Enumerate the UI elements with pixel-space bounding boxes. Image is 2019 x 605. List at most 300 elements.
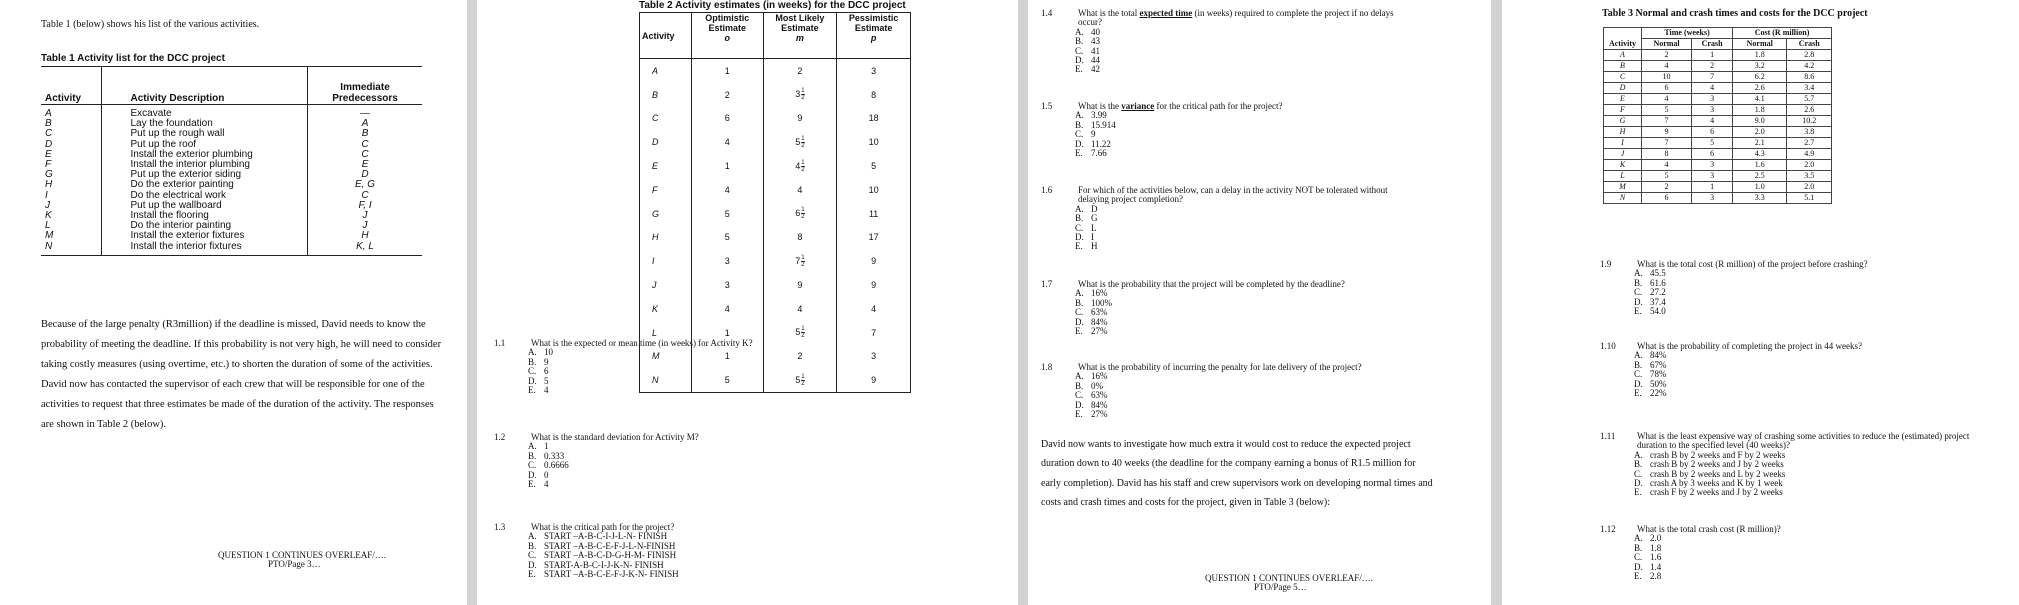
most-likely-whole: 4 — [797, 184, 803, 195]
option-text: 7.66 — [1091, 148, 1107, 158]
table3-cell-time-normal: 7 — [1642, 116, 1692, 127]
page3-footer-line1: QUESTION 1 CONTINUES OVERLEAF/…. — [1205, 573, 1373, 583]
most-likely-whole: 3 — [795, 89, 801, 100]
option-text: I — [1091, 232, 1094, 242]
answer-option[interactable] — [528, 570, 679, 579]
table2-cell-pessimistic: 9 — [837, 368, 911, 392]
answer-option[interactable] — [1075, 149, 1107, 158]
table3-cell-time-normal: 4 — [1642, 160, 1692, 171]
table3-row — [1604, 50, 1832, 61]
table3-cell-activity: F — [1604, 105, 1642, 116]
table3-row — [1604, 105, 1832, 116]
table3-cell-time-crash: 2 — [1692, 61, 1733, 72]
table1-cell-description: Install the exterior plumbing — [102, 150, 308, 160]
table2-cell-activity: L — [640, 321, 692, 345]
table2-cell-activity: M — [640, 345, 692, 369]
option-text: crash F by 2 weeks and J by 2 weeks — [1650, 487, 1783, 498]
table2-cell-most-likely — [763, 202, 837, 226]
table2-header-optimistic: Optimistic Estimate o — [692, 13, 764, 59]
table1-cell-activity: D — [45, 138, 53, 150]
table2-cell-activity: E — [640, 154, 692, 178]
table3-cell-activity: L — [1604, 171, 1642, 182]
table1-cell-activity: K — [45, 210, 52, 222]
table1-cell-activity: B — [45, 118, 52, 130]
option-letter: B. — [528, 540, 537, 551]
page1-footer-line1: QUESTION 1 CONTINUES OVERLEAF/…. — [218, 550, 386, 560]
option-text: 78% — [1650, 369, 1667, 380]
question-text: What is the expected or mean time (in weeks) for Activity K? — [531, 338, 753, 348]
option-letter: D. — [1634, 561, 1643, 572]
table1-cell-description: Put up the exterior siding — [102, 170, 308, 180]
option-letter: B. — [528, 356, 537, 367]
page3-footer-line2: PTO/Page 5… — [1254, 582, 1307, 592]
question-text: What is the total cost (R million) of the project before crashing? — [1637, 259, 1868, 269]
option-letter: B. — [1634, 542, 1643, 553]
table3-cell-time-crash: 1 — [1692, 182, 1733, 193]
table3-cell-cost-normal: 3.2 — [1733, 61, 1787, 72]
page1-footer-line2: PTO/Page 3… — [268, 559, 321, 569]
option-text: crash B by 2 weeks and L by 2 weeks — [1650, 468, 1786, 479]
table1-cell-predecessors: C — [308, 150, 422, 160]
table2-cell-optimistic: 6 — [692, 107, 764, 131]
question-1-10 — [1600, 342, 1980, 402]
table3-cell-time-crash: 3 — [1692, 171, 1733, 182]
option-text: 41 — [1091, 45, 1100, 56]
question-1-11 — [1600, 432, 1980, 502]
question-number: 1.5 — [1041, 101, 1053, 111]
answer-option[interactable] — [1075, 65, 1100, 74]
option-text: G — [1091, 213, 1098, 224]
table3-header-activity: Activity — [1604, 28, 1642, 50]
option-text: START –A-B-C-D-G-H-M- FINISH — [544, 550, 677, 561]
question-1-8 — [1041, 363, 1421, 423]
question-1-4 — [1041, 9, 1421, 79]
option-letter: D. — [1075, 55, 1084, 65]
table3-cell-activity: B — [1604, 61, 1642, 72]
table3-cell-time-crash: 1 — [1692, 50, 1733, 61]
table3-cell-activity: H — [1604, 127, 1642, 138]
table2-cell-pessimistic: 9 — [837, 249, 911, 273]
option-text: 67% — [1650, 359, 1667, 370]
most-likely-whole: 2 — [797, 65, 803, 76]
option-text: 5 — [544, 375, 549, 386]
question-number: 1.2 — [494, 432, 506, 442]
table3-cell-cost-normal: 4.1 — [1733, 94, 1787, 105]
table3-cell-cost-crash: 2.6 — [1787, 105, 1832, 116]
table2-cell-most-likely — [763, 83, 837, 107]
table2-cell-optimistic: 3 — [692, 249, 764, 273]
table3-header-time-normal: Normal — [1642, 39, 1692, 50]
table3-row — [1604, 160, 1832, 171]
table1-cell-predecessors: C — [308, 140, 422, 150]
option-letter: A. — [1075, 371, 1084, 382]
table1-cell-description: Install the interior fixtures — [102, 242, 308, 256]
table2-row — [640, 107, 911, 131]
option-text: crash B by 2 weeks and J by 2 weeks — [1650, 459, 1784, 470]
table3-header-cost-crash: Crash — [1787, 39, 1832, 50]
question-text: What is the probability that the project will be completed by the deadline? — [1078, 279, 1345, 289]
table3-row — [1604, 138, 1832, 149]
answer-option[interactable] — [1634, 488, 1783, 497]
most-likely-whole: 2 — [797, 351, 803, 362]
table1-row — [41, 242, 422, 256]
table3-row — [1604, 171, 1832, 182]
question-1-3 — [494, 523, 894, 583]
option-letter: D. — [528, 469, 537, 480]
option-letter: E. — [1075, 409, 1083, 419]
table2-cell-pessimistic: 7 — [837, 321, 911, 345]
option-letter: B. — [1634, 459, 1643, 470]
table2-cell-pessimistic: 3 — [837, 59, 911, 83]
option-text: 27% — [1091, 409, 1108, 419]
table3-cell-time-crash: 6 — [1692, 149, 1733, 160]
table1-cell-activity: L — [45, 220, 51, 232]
table3-row — [1604, 116, 1832, 127]
most-likely-fraction: $\frac{1}{2}$ — [801, 254, 805, 268]
table2-header-most-likely: Most Likely Estimate m — [763, 13, 837, 59]
option-letter: D. — [1634, 478, 1643, 488]
table3-row — [1604, 83, 1832, 94]
table1-cell-predecessors: J — [308, 211, 422, 221]
option-text: 42 — [1091, 64, 1100, 75]
answer-option[interactable] — [1075, 410, 1108, 419]
option-letter: E. — [1634, 487, 1642, 498]
table2-header-pessimistic: Pessimistic Estimate p — [837, 13, 911, 59]
option-letter: E. — [1634, 571, 1642, 581]
table2-title: Table 2 Activity estimates (in weeks) for the DCC project — [639, 0, 906, 11]
question-number: 1.7 — [1041, 279, 1053, 289]
table3-cell-cost-normal: 2.6 — [1733, 83, 1787, 94]
page1-intro: Table 1 (below) shows his list of the various activities. — [41, 19, 260, 30]
table2-cell-activity: H — [640, 226, 692, 250]
table3-cell-time-normal: 10 — [1642, 72, 1692, 83]
option-text: 61.6 — [1650, 277, 1666, 288]
question-text: What is the probability of incurring the penalty for late delivery of the project? — [1078, 362, 1362, 372]
table3-title: Table 3 Normal and crash times and costs for the DCC project — [1602, 8, 1868, 19]
table2-cell-activity: I — [640, 249, 692, 273]
option-text: 6 — [544, 366, 549, 377]
table3-cell-cost-normal: 1.8 — [1733, 105, 1787, 116]
option-text: 3.99 — [1091, 110, 1107, 121]
option-letter: E. — [1634, 306, 1642, 316]
table3-cell-cost-normal: 1.0 — [1733, 182, 1787, 193]
table2-row — [640, 83, 911, 107]
table2-cell-optimistic: 1 — [692, 321, 764, 345]
option-letter: B. — [1075, 119, 1084, 130]
table3-cell-cost-normal: 2.0 — [1733, 127, 1787, 138]
table3-cell-cost-normal: 2.5 — [1733, 171, 1787, 182]
option-letter: C. — [528, 550, 537, 561]
table3-body — [1604, 50, 1832, 204]
table2-cell-optimistic: 5 — [692, 368, 764, 392]
table3-cell-time-crash: 3 — [1692, 105, 1733, 116]
table2-cell-optimistic: 1 — [692, 59, 764, 83]
table3-cell-time-normal: 9 — [1642, 127, 1692, 138]
option-letter: B. — [1075, 36, 1084, 47]
option-letter: C. — [528, 366, 537, 377]
option-text: 22% — [1650, 388, 1667, 398]
table3-cell-cost-crash: 10.2 — [1787, 116, 1832, 127]
option-text: H — [1091, 241, 1098, 252]
table1-cell-activity: M — [45, 230, 54, 242]
most-likely-whole: 9 — [797, 280, 803, 291]
option-letter: A. — [1634, 350, 1643, 361]
option-text: 2.8 — [1650, 571, 1662, 581]
table2-cell-pessimistic: 17 — [837, 226, 911, 250]
option-text: 27% — [1091, 326, 1108, 336]
option-text: 27.2 — [1650, 287, 1666, 298]
table2-cell-most-likely — [763, 249, 837, 273]
question-text: What is the probability of completing the project in 44 weeks? — [1637, 341, 1862, 351]
question-text: What is the variance for the critical path for the project? — [1078, 101, 1283, 111]
option-letter: A. — [1075, 110, 1084, 121]
table1-cell-description: Put up the rough wall — [102, 129, 308, 139]
table3-cell-cost-normal: 6.2 — [1733, 72, 1787, 83]
option-text: 0.333 — [544, 450, 565, 461]
page3-paragraph: David now wants to investigate how much extra it would cost to reduce the expected project duration down to 40 weeks (the deadline for the company earning a bonus of R1.5 million for early completion). David has his staff and crew supervisors work on developing normal times and costs and crash times and costs for the project, given in Table 3 (below): — [1041, 439, 1433, 508]
table3-cell-time-normal: 2 — [1642, 50, 1692, 61]
answer-option[interactable] — [528, 386, 549, 395]
page-4 — [1502, 0, 2019, 605]
table3-row — [1604, 149, 1832, 160]
table1-header-predecessors: Immediate Predecessors — [308, 67, 422, 105]
table3-cell-cost-crash: 4.2 — [1787, 61, 1832, 72]
table2-row — [640, 130, 911, 154]
question-number: 1.11 — [1600, 431, 1616, 441]
option-letter: E. — [1075, 241, 1083, 252]
table3-cell-cost-normal: 1.6 — [1733, 160, 1787, 171]
option-text: crash B by 2 weeks and F by 2 weeks — [1650, 449, 1786, 460]
table3-cell-cost-crash: 5.7 — [1787, 94, 1832, 105]
table1-cell-activity: H — [45, 179, 53, 191]
option-letter: A. — [1634, 268, 1643, 279]
table3-cell-time-crash: 4 — [1692, 116, 1733, 127]
answer-option[interactable] — [528, 480, 549, 489]
table3-cell-cost-crash: 2.0 — [1787, 182, 1832, 193]
table1-cell-description: Install the interior plumbing — [102, 160, 308, 170]
option-text: START –A-B-C-I-J-L-N- FINISH — [544, 531, 668, 542]
table2-cell-optimistic: 4 — [692, 297, 764, 321]
table3-cell-time-normal: 4 — [1642, 61, 1692, 72]
table2-cell-most-likely — [763, 107, 837, 131]
table1-cell-predecessors: H — [308, 231, 422, 241]
option-letter: A. — [528, 531, 537, 542]
option-text: 11.22 — [1091, 138, 1111, 149]
table3-row — [1604, 72, 1832, 83]
table3-cell-cost-normal: 9.0 — [1733, 116, 1787, 127]
table1-cell-activity: N — [45, 240, 53, 252]
table3-cell-activity: G — [1604, 116, 1642, 127]
table3-cell-time-crash: 4 — [1692, 83, 1733, 94]
table3-cell-cost-crash: 8.6 — [1787, 72, 1832, 83]
table1-row — [41, 105, 422, 120]
answer-option[interactable] — [1634, 307, 1666, 316]
answer-option[interactable] — [1075, 242, 1098, 251]
page-2 — [477, 0, 1018, 605]
question-1-6 — [1041, 186, 1421, 256]
table2-row — [640, 249, 911, 273]
table3-cell-activity: D — [1604, 83, 1642, 94]
option-letter: C. — [1634, 287, 1643, 298]
option-letter: D. — [1075, 232, 1084, 242]
question-number: 1.10 — [1600, 341, 1616, 351]
option-letter: D. — [528, 375, 537, 386]
option-letter: C. — [1075, 45, 1084, 56]
table3-cell-activity: I — [1604, 138, 1642, 149]
table3-cell-time-normal: 6 — [1642, 193, 1692, 204]
table3-cell-cost-crash: 2.8 — [1787, 50, 1832, 61]
table3-cell-cost-crash: 3.4 — [1787, 83, 1832, 94]
table2-cell-activity: B — [640, 83, 692, 107]
question-number: 1.9 — [1600, 259, 1612, 269]
option-text: 0.6666 — [544, 460, 569, 471]
table2-cell-activity: N — [640, 368, 692, 392]
table3-group-time: Time (weeks) — [1642, 28, 1733, 39]
table3-cell-activity: M — [1604, 182, 1642, 193]
table3-cell-cost-crash: 2.0 — [1787, 160, 1832, 171]
option-letter: D. — [1075, 138, 1084, 149]
table2-cell-pessimistic: 11 — [837, 202, 911, 226]
option-text: 84% — [1650, 350, 1667, 361]
most-likely-whole: 5 — [795, 374, 801, 385]
answer-option[interactable] — [1634, 572, 1661, 581]
table1-cell-description: Excavate — [102, 105, 308, 120]
option-letter: C. — [1075, 129, 1084, 140]
table2-cell-activity: F — [640, 178, 692, 202]
table1 — [41, 66, 422, 256]
option-letter: C. — [1075, 390, 1084, 401]
table2-cell-pessimistic: 5 — [837, 154, 911, 178]
table1-cell-description: Put up the roof — [102, 140, 308, 150]
option-letter: C. — [1634, 552, 1643, 563]
option-letter: C. — [1075, 307, 1084, 318]
option-text: 1.8 — [1650, 542, 1662, 553]
option-text: START –A-B-C-E-F-J-L-N-FINISH — [544, 540, 676, 551]
table1-cell-description: Install the exterior fixtures — [102, 231, 308, 241]
question-text: What is the critical path for the project? — [531, 522, 675, 532]
table3-cell-cost-crash: 5.1 — [1787, 193, 1832, 204]
option-text: 2.0 — [1650, 533, 1662, 544]
table2-cell-pessimistic: 10 — [837, 178, 911, 202]
table2-cell-optimistic: 2 — [692, 83, 764, 107]
table3-cell-time-normal: 5 — [1642, 105, 1692, 116]
table3-cell-time-crash: 5 — [1692, 138, 1733, 149]
table2-cell-activity: K — [640, 297, 692, 321]
page-1 — [0, 0, 467, 605]
question-1-1 — [494, 339, 894, 399]
table3-cell-cost-normal: 3.3 — [1733, 193, 1787, 204]
table3-cell-cost-crash: 3.5 — [1787, 171, 1832, 182]
option-letter: B. — [1075, 380, 1084, 391]
option-text: 37.4 — [1650, 296, 1666, 307]
question-1-5 — [1041, 102, 1421, 162]
table3-cell-time-normal: 8 — [1642, 149, 1692, 160]
page-3 — [1028, 0, 1491, 605]
table3-row — [1604, 193, 1832, 204]
most-likely-whole: 4 — [797, 303, 803, 314]
table2-cell-pessimistic: 8 — [837, 83, 911, 107]
table2-cell-pessimistic: 3 — [837, 345, 911, 369]
option-letter: E. — [1634, 388, 1642, 398]
table2 — [639, 12, 911, 393]
question-number: 1.1 — [494, 338, 506, 348]
question-number: 1.8 — [1041, 362, 1053, 372]
table3-cell-time-crash: 6 — [1692, 127, 1733, 138]
option-letter: A. — [1075, 203, 1084, 214]
table1-cell-activity: E — [45, 148, 52, 160]
option-letter: A. — [1075, 26, 1084, 37]
table2-row — [640, 202, 911, 226]
question-text: What is the total expected time (in weeks) required to complete the project if no delays occur? — [1078, 8, 1394, 28]
table1-cell-activity: J — [45, 199, 50, 211]
table1-cell-description: Do the electrical work — [102, 191, 308, 201]
table1-cell-predecessors: — — [308, 105, 422, 120]
question-text: For which of the activities below, can a delay in the activity NOT be tolerated without delaying project completion? — [1078, 185, 1388, 205]
option-text: 9 — [544, 356, 549, 367]
table3-row — [1604, 182, 1832, 193]
table2-cell-activity: G — [640, 202, 692, 226]
option-text: 100% — [1091, 297, 1112, 308]
option-letter: E. — [528, 569, 536, 579]
option-text: 40 — [1091, 26, 1100, 37]
table2-cell-optimistic: 4 — [692, 178, 764, 202]
most-likely-fraction: $\frac{1}{2}$ — [801, 135, 805, 149]
table1-cell-predecessors: A — [308, 119, 422, 129]
table2-cell-most-likely — [763, 297, 837, 321]
table3-cell-time-crash: 3 — [1692, 160, 1733, 171]
table2-cell-pessimistic: 9 — [837, 273, 911, 297]
table3-cell-cost-normal: 2.1 — [1733, 138, 1787, 149]
table3-cell-time-crash: 3 — [1692, 94, 1733, 105]
most-likely-fraction: $\frac{1}{2}$ — [801, 159, 805, 173]
option-letter: D. — [528, 559, 537, 570]
table3-header-time-crash: Crash — [1692, 39, 1733, 50]
table3-cell-activity: N — [1604, 193, 1642, 204]
option-text: 15.914 — [1091, 119, 1116, 130]
question-1-7 — [1041, 280, 1421, 340]
most-likely-fraction: $\frac{1}{2}$ — [801, 326, 805, 340]
table2-cell-optimistic: 4 — [692, 130, 764, 154]
option-text: 44 — [1091, 55, 1100, 65]
table1-cell-activity: A — [45, 108, 52, 119]
table1-cell-description: Do the interior painting — [102, 221, 308, 231]
most-likely-fraction: $\frac{1}{2}$ — [801, 373, 805, 387]
table2-row — [640, 273, 911, 297]
option-text: 43 — [1091, 36, 1100, 47]
most-likely-whole: 5 — [795, 136, 801, 147]
question-1-9 — [1600, 260, 1980, 320]
table2-cell-pessimistic: 18 — [837, 107, 911, 131]
option-letter: A. — [1634, 533, 1643, 544]
answer-option[interactable] — [1075, 327, 1108, 336]
option-letter: E. — [528, 385, 536, 395]
table1-cell-description: Lay the foundation — [102, 119, 308, 129]
table3-cell-time-normal: 2 — [1642, 182, 1692, 193]
question-1-12 — [1600, 525, 1980, 585]
option-text: 1 — [544, 441, 549, 452]
table1-title: Table 1 Activity list for the DCC project — [41, 53, 225, 64]
table2-cell-optimistic: 1 — [692, 154, 764, 178]
option-letter: B. — [1075, 297, 1084, 308]
option-letter: B. — [1634, 277, 1643, 288]
table1-cell-predecessors: J — [308, 221, 422, 231]
question-number: 1.3 — [494, 522, 506, 532]
option-text: 4 — [544, 385, 549, 395]
table3-row — [1604, 127, 1832, 138]
table1-cell-description: Install the flooring — [102, 211, 308, 221]
table3-cell-time-normal: 6 — [1642, 83, 1692, 94]
answer-option[interactable] — [1634, 389, 1667, 398]
